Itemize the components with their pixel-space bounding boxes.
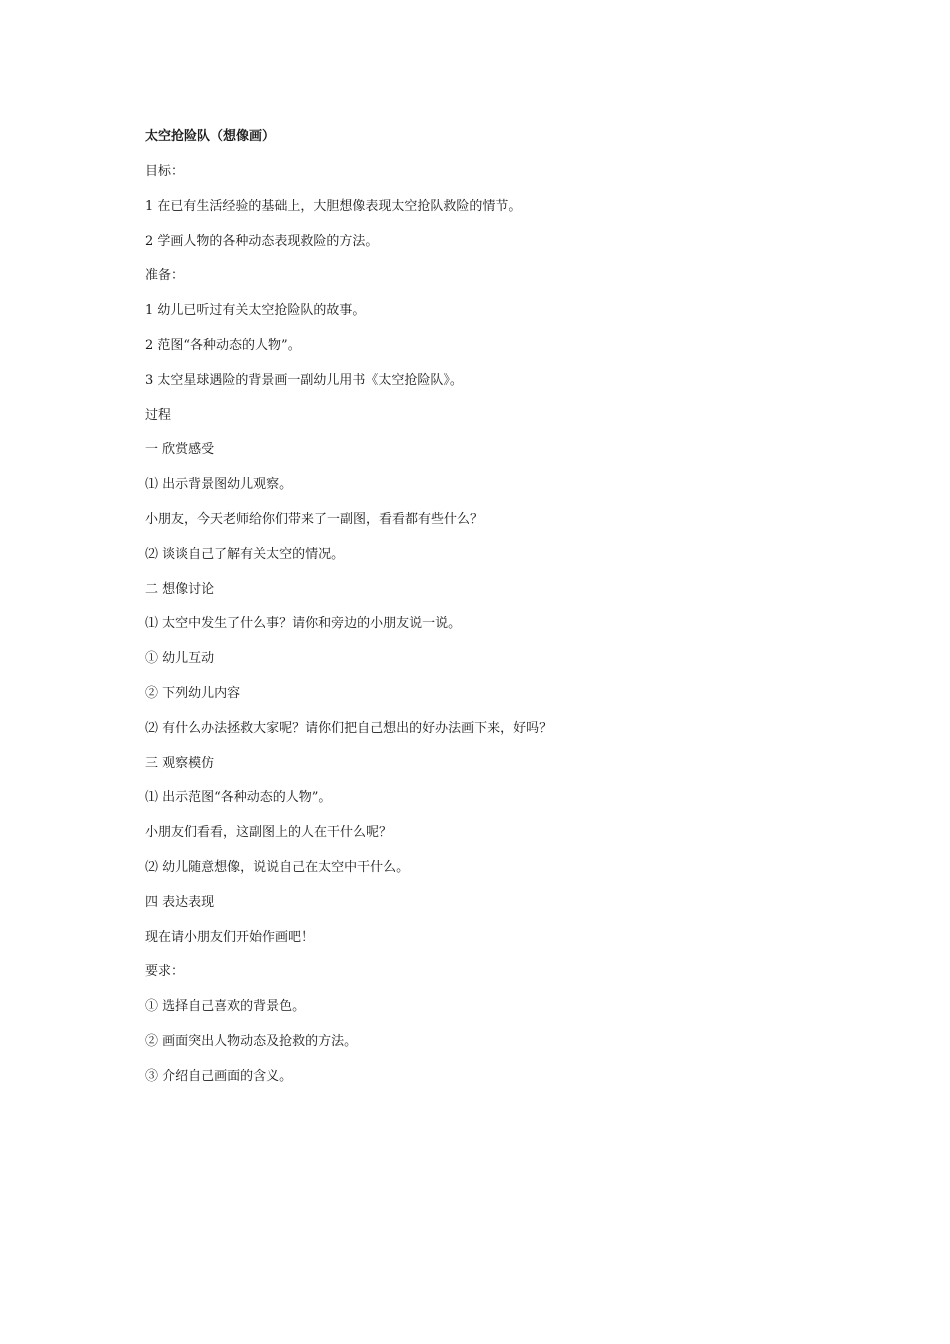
preparation-item: 1 幼儿已听过有关太空抢险队的故事。 bbox=[145, 303, 366, 319]
document-title: 太空抢险队（想像画） bbox=[145, 129, 276, 144]
process-item: 小朋友，今天老师给你们带来了一副图，看看都有些什么？ bbox=[145, 511, 484, 527]
process-item: ⑵ 谈谈自己了解有关太空的情况。 bbox=[145, 546, 345, 562]
preparation-item: 2 范图“各种动态的人物”。 bbox=[145, 337, 301, 353]
section-heading-preparation: 准备： bbox=[145, 268, 185, 284]
requirement-item: ① 选择自己喜欢的背景色。 bbox=[145, 999, 306, 1015]
process-subitem: ① 幼儿互动 bbox=[145, 651, 215, 667]
document-body bbox=[145, 126, 845, 1101]
process-subitem: ② 下列幼儿内容 bbox=[145, 685, 241, 701]
process-step-heading: 一 欣赏感受 bbox=[145, 442, 215, 458]
process-item: ⑵ 有什么办法拯救大家呢？请你们把自己想出的好办法画下来，好吗？ bbox=[145, 720, 553, 736]
process-step-heading: 四 表达表现 bbox=[145, 894, 215, 910]
process-step-heading: 三 观察模仿 bbox=[145, 755, 215, 771]
process-step-heading: 二 想像讨论 bbox=[145, 581, 215, 597]
process-item: 小朋友们看看，这副图上的人在干什么呢？ bbox=[145, 825, 393, 841]
goal-item: 1 在已有生活经验的基础上，大胆想像表现太空抢队救险的情节。 bbox=[145, 198, 522, 214]
section-heading-process: 过程 bbox=[145, 407, 172, 423]
section-heading-goals: 目标： bbox=[145, 164, 185, 179]
goal-item: 2 学画人物的各种动态表现救险的方法。 bbox=[145, 233, 379, 249]
process-item: ⑴ 出示范图“各种动态的人物”。 bbox=[145, 790, 332, 806]
preparation-item: 3 太空星球遇险的背景画一副幼儿用书《太空抢险队》。 bbox=[145, 372, 463, 388]
process-item: ⑴ 出示背景图幼儿观察。 bbox=[145, 477, 293, 493]
process-item: ⑵ 幼儿随意想像，说说自己在太空中干什么。 bbox=[145, 859, 410, 875]
process-item: ⑴ 太空中发生了什么事？请你和旁边的小朋友说一说。 bbox=[145, 616, 462, 632]
requirement-item: ② 画面突出人物动态及抢救的方法。 bbox=[145, 1033, 358, 1049]
requirements-heading: 要求： bbox=[145, 964, 185, 980]
requirement-item: ③ 介绍自己画面的含义。 bbox=[145, 1068, 293, 1084]
process-item: 现在请小朋友们开始作画吧！ bbox=[145, 929, 315, 945]
